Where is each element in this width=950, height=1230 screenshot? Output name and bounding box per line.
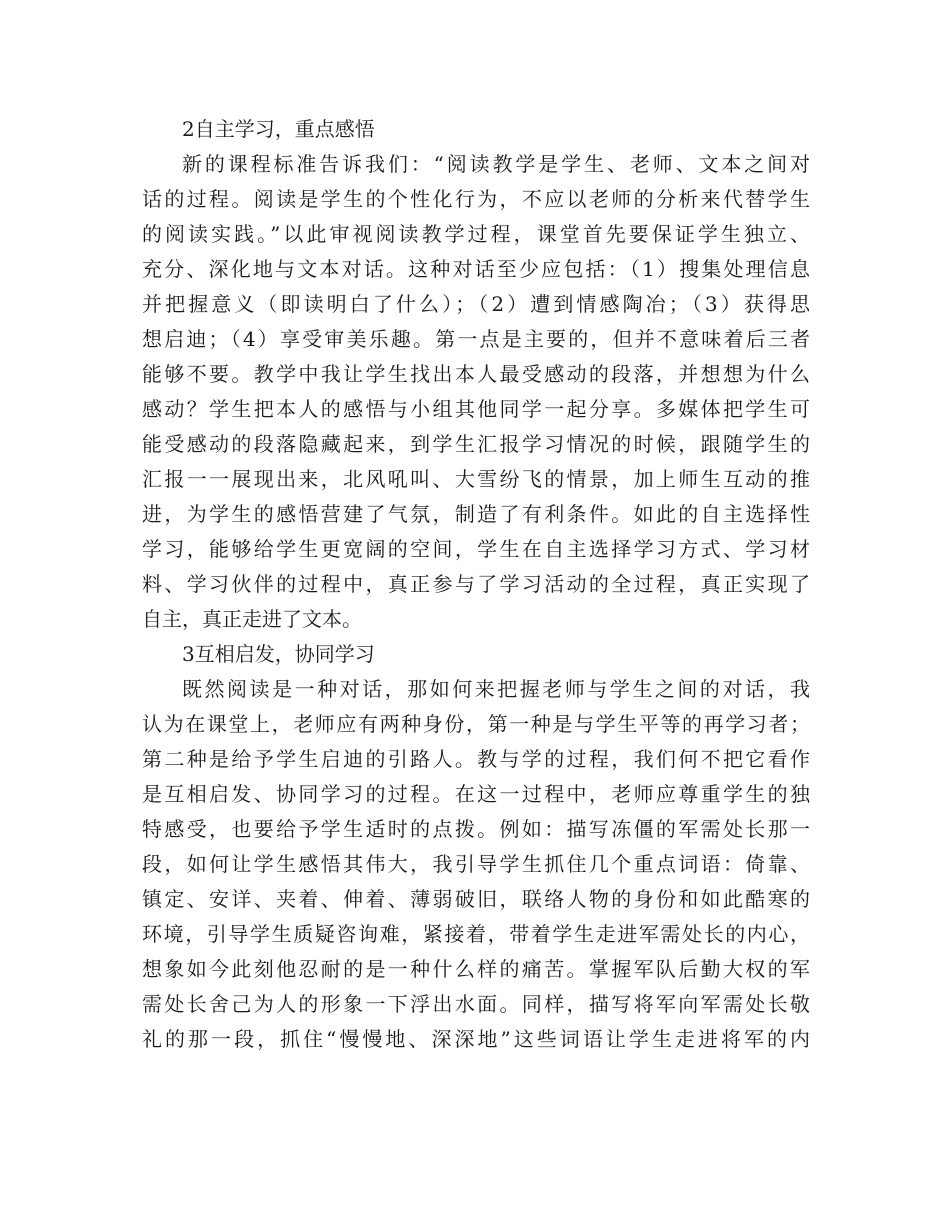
paragraph-line: 想象如今此刻他忍耐的是一种什么样的痛苦。掌握军队后勤大权的军: [142, 957, 810, 981]
paragraph-line: 镇定、安详、夹着、伸着、薄弱破旧，联络人物的身份和如此酷寒的: [142, 887, 810, 911]
document-body: [142, 112, 810, 1057]
paragraph-line: 第二种是给予学生启迪的引路人。教与学的过程，我们何不把它看作: [142, 747, 810, 771]
paragraph-line: 想启迪；（4）享受审美乐趣。第一点是主要的，但并不意味着后三者: [142, 327, 810, 351]
paragraph-line: 礼的那一段，抓住“慢慢地、深深地”这些词语让学生走进将军的内: [142, 1027, 810, 1051]
paragraph-line: 充分、深化地与文本对话。这种对话至少应包括：（1）搜集处理信息: [142, 257, 810, 281]
paragraph-line: 需处长舍己为人的形象一下浮出水面。同样，描写将军向军需处长敬: [142, 992, 810, 1016]
paragraph-line: 环境，引导学生质疑咨询难，紧接着，带着学生走进军需处长的内心，: [142, 922, 810, 946]
paragraph-line: 自主，真正走进了文本。: [142, 607, 362, 631]
paragraph-line: 话的过程。阅读是学生的个性化行为，不应以老师的分析来代替学生: [142, 187, 810, 211]
paragraph-line: 既然阅读是一种对话，那如何来把握老师与学生之间的对话，我: [182, 677, 810, 701]
section-heading: 2自主学习，重点感悟: [182, 117, 375, 141]
paragraph-line: 汇报一一展现出来，北风吼叫、大雪纷飞的情景，加上师生互动的推: [142, 467, 810, 491]
paragraph-line: 的阅读实践。”以此审视阅读教学过程，课堂首先要保证学生独立、: [142, 222, 810, 246]
paragraph-line: 能够不要。教学中我让学生找出本人最受感动的段落，并想想为什么: [142, 362, 810, 386]
paragraph-line: 感动？学生把本人的感悟与小组其他同学一起分享。多媒体把学生可: [142, 397, 810, 421]
section-heading: 3互相启发，协同学习: [182, 642, 375, 666]
paragraph-line: 段，如何让学生感悟其伟大，我引导学生抓住几个重点词语：倚靠、: [142, 852, 810, 876]
paragraph-line: 学习，能够给学生更宽阔的空间，学生在自主选择学习方式、学习材: [142, 537, 810, 561]
paragraph-line: 新的课程标准告诉我们：“阅读教学是学生、老师、文本之间对: [182, 152, 810, 176]
paragraph-line: 特感受，也要给予学生适时的点拨。例如：描写冻僵的军需处长那一: [142, 817, 810, 841]
paragraph-line: 料、学习伙伴的过程中，真正参与了学习活动的全过程，真正实现了: [142, 572, 810, 596]
paragraph-line: 并把握意义（即读明白了什么）；（2）遭到情感陶冶；（3）获得思: [142, 292, 810, 316]
paragraph-line: 认为在课堂上，老师应有两种身份，第一种是与学生平等的再学习者；: [142, 712, 810, 736]
paragraph-line: 是互相启发、协同学习的过程。在这一过程中，老师应尊重学生的独: [142, 782, 810, 806]
paragraph-line: 进，为学生的感悟营建了气氛，制造了有利条件。如此的自主选择性: [142, 502, 810, 526]
paragraph-line: 能受感动的段落隐藏起来，到学生汇报学习情况的时候，跟随学生的: [142, 432, 810, 456]
